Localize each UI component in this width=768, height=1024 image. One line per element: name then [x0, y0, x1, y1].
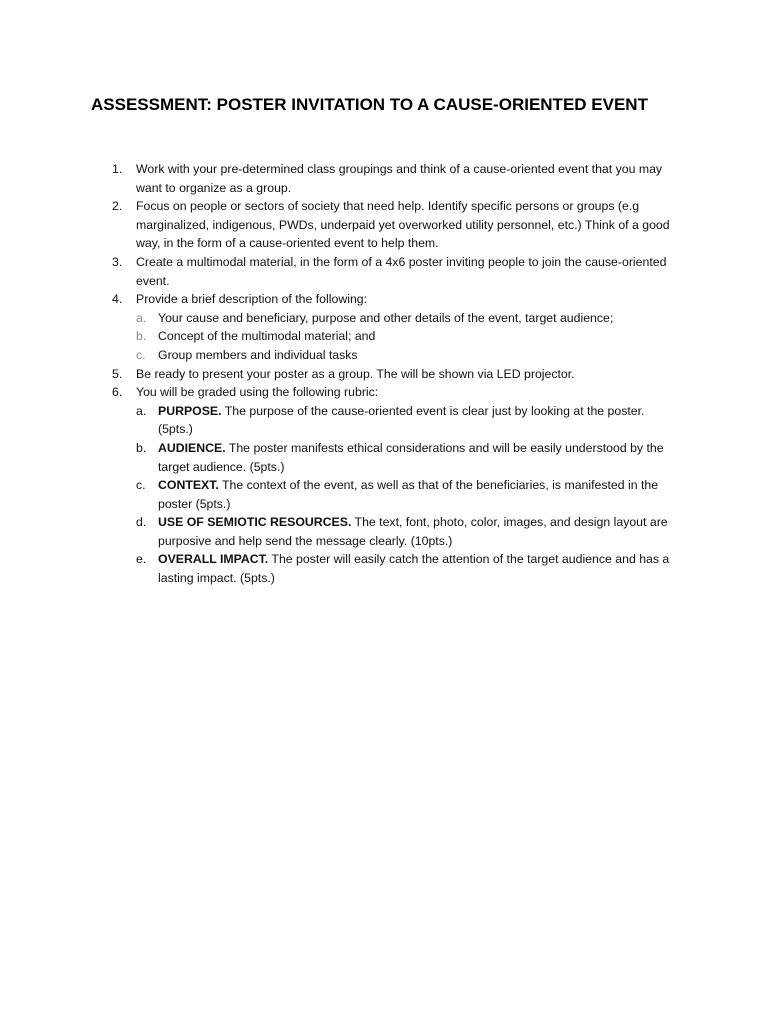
list-item-5 [112, 365, 682, 384]
sub-item-marker: b. [136, 329, 147, 344]
sub-item-text: Group members and individual tasks [158, 347, 358, 362]
rubric-item-semiotic-resources [136, 513, 682, 550]
rubric-label: AUDIENCE. [158, 440, 226, 455]
rubric-text: The poster manifests ethical considerations and will be easily understood by the target audience. (5pts.) [158, 440, 664, 474]
sub-item-marker: c. [136, 347, 146, 362]
item-number: 1. [112, 162, 123, 176]
item-number: 5. [112, 366, 123, 381]
sub-item [136, 346, 682, 365]
list-item-2 [112, 197, 682, 253]
rubric-marker: e. [136, 552, 147, 567]
item-text: Work with your pre-determined class groupings and think of a cause-oriented event that you may want to organize as a group. [136, 162, 663, 195]
list-item-6 [112, 383, 682, 588]
item-number: 3. [112, 254, 123, 269]
rubric-label: USE OF SEMIOTIC RESOURCES. [158, 515, 352, 530]
sub-item-text: Your cause and beneficiary, purpose and other details of the event, target audience; [158, 310, 614, 325]
rubric-marker: a. [136, 403, 147, 418]
list-item-3 [112, 253, 682, 290]
item-text: Create a multimodal material, in the form of a 4x6 poster inviting people to join the cause-oriented event. [136, 254, 667, 288]
item-text: You will be graded using the following rubric: [136, 385, 379, 400]
document-title: ASSESSMENT: POSTER INVITATION TO A CAUSE-ORIENTED EVENT [91, 95, 648, 114]
list-item-4 [112, 290, 682, 364]
sub-item-marker: a. [136, 310, 147, 325]
rubric-label: CONTEXT. [158, 478, 219, 493]
item-number: 4. [112, 292, 123, 307]
rubric-label: PURPOSE. [158, 403, 222, 418]
rubric-text: The text, font, photo, color, images, and design layout are purposive and help send the message clearly. (10pts.) [158, 515, 668, 548]
rubric-item-audience [136, 439, 682, 476]
rubric-text: The poster will easily catch the attention of the target audience and has a lasting impact. (5pts.) [158, 552, 670, 586]
rubric-marker: c. [136, 478, 146, 493]
rubric-label: OVERALL IMPACT. [158, 552, 269, 567]
rubric-item-overall-impact [136, 550, 682, 587]
rubric-marker: b. [136, 440, 147, 455]
rubric-text: The purpose of the cause-oriented event is clear just by looking at the poster. (5pts.) [158, 403, 645, 437]
item-text: Provide a brief description of the following: [136, 292, 368, 307]
item-number: 6. [112, 385, 123, 400]
rubric-text: The context of the event, as well as that of the beneficiaries, is manifested in the poster (5pts.) [158, 478, 659, 511]
sub-item [136, 309, 682, 328]
item-text: Focus on people or sectors of society that need help. Identify specific persons or groups (e.g marginalized, indigenous, PWDs, underpaid yet overworked utility personnel, etc.) Think of a good way, in the form of a cause-oriented event to help them. [136, 199, 670, 251]
item-text: Be ready to present your poster as a group. The will be shown via LED projector. [136, 366, 575, 381]
list-item-1 [112, 160, 682, 197]
rubric-item-context [136, 476, 682, 513]
rubric-marker: d. [136, 515, 147, 530]
rubric-item-purpose [136, 402, 682, 439]
instruction-list [112, 160, 682, 588]
sub-item-text: Concept of the multimodal material; and [158, 329, 376, 344]
item-number: 2. [112, 199, 123, 214]
sub-item [136, 327, 682, 346]
